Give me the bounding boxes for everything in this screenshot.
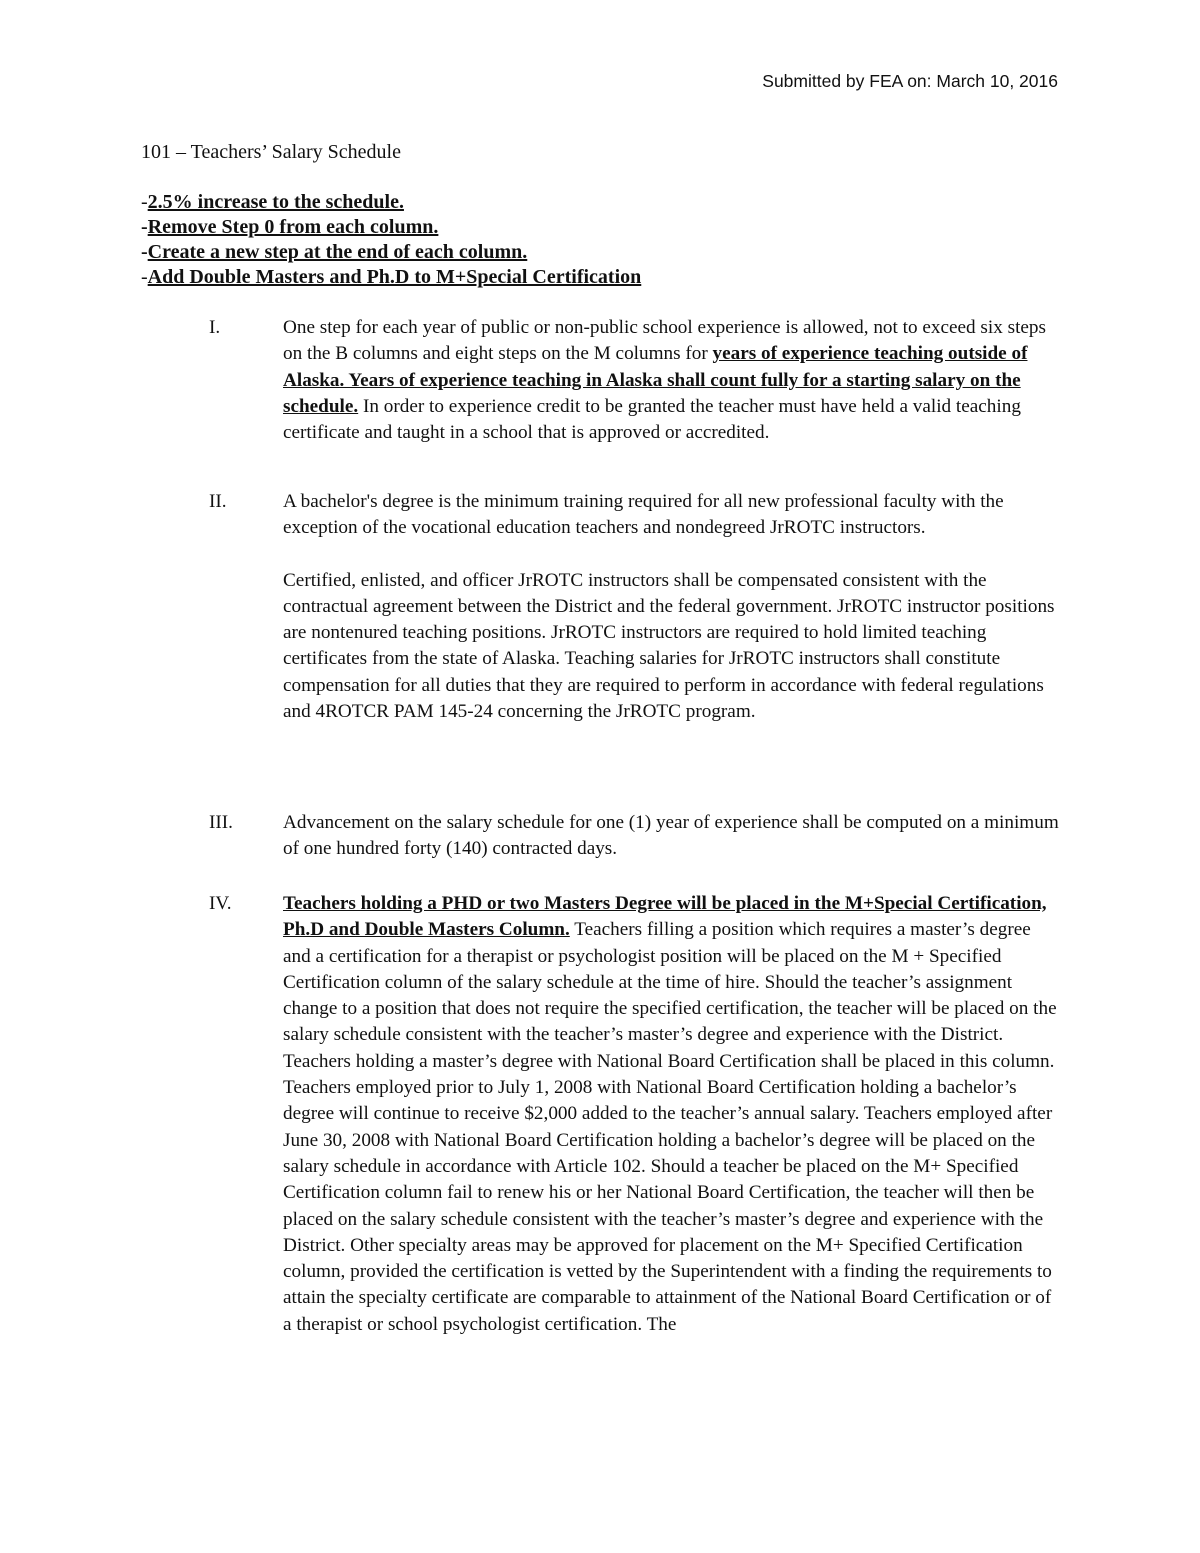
section-body [283, 315, 1061, 446]
section-body: Advancement on the salary schedule for one (1) year of experience shall be computed on a minimum of one hundred forty (140) contracted days. [283, 812, 1059, 860]
change-item [141, 215, 641, 240]
change-dash: - [141, 191, 148, 213]
change-dash: - [141, 216, 148, 238]
section-body [283, 489, 1061, 725]
change-item [141, 190, 641, 215]
section-numeral: III. [209, 812, 233, 833]
section-paragraph: A bachelor's degree is the minimum training required for all new professional faculty with the exception of the vocational education teachers and nondegreed JrROTC instructors. [283, 491, 1004, 539]
change-text: 2.5% increase to the schedule. [147, 191, 404, 213]
section-text: One step for each year of public or non-public school experience is allowed, not to exceed six steps on the B columns and eight steps on the M columns for [283, 317, 1046, 365]
section-emphasis: years of experience teaching outside of Alaska. Years of experience teaching in Alaska shall count fully for a starting salary on the schedule. [283, 343, 1028, 417]
section-numeral: II. [209, 491, 227, 512]
section-text: Teachers filling a position which requires a master’s degree and a certification for a therapist or psychologist position will be placed on the M + Specified Certification column of the salary schedule at the time of hire. Should the teacher’s assignment change to a position that does not require the specified certification, the teacher will be placed on the salary schedule consistent with the teacher’s master’s degree and experience with the District. Teachers holding a master’s degree with National Board Certification shall be placed in this column. Teachers employed prior to July 1, 2008 with National Board Certification holding a bachelor’s degree will continue to receive $2,000 added to the teacher’s annual salary. Teachers employed after June 30, 2008 with National Board Certification holding a bachelor’s degree will be placed on the salary schedule in accordance with Article 102. Should a teacher be placed on the M+ Specified Certification column fail to renew his or her National Board Certification, the teacher will then be placed on the salary schedule consistent with the teacher’s master’s degree and experience with the District. Other specialty areas may be approved for placement on the M+ Specified Certification column, provided the certification is vetted by the Superintendent with a finding the requirements to attain the specialty certificate are comparable to attainment of the National Board Certification or of a therapist or school psychologist certification. The [283, 919, 1057, 1335]
section-emphasis: Teachers holding a PHD or two Masters Degree will be placed in the M+Special Certification, Ph.D and Double Masters Column. [283, 893, 1047, 941]
section-i [141, 315, 1061, 446]
change-text: Add Double Masters and Ph.D to M+Special Certification [147, 266, 642, 288]
change-dash: - [141, 241, 148, 263]
section-iv [141, 891, 1061, 1338]
section-numeral: I. [209, 317, 221, 338]
section-iii [141, 810, 1061, 863]
change-dash: - [141, 266, 148, 288]
section-paragraph: Certified, enlisted, and officer JrROTC instructors shall be compensated consistent with the contractual agreement between the District and the federal government. JrROTC instructor positions are nontenured teaching positions. JrROTC instructors are required to hold limited teaching certificates from the state of Alaska. Teaching salaries for JrROTC instructors shall constitute compensation for all duties that they are required to perform in accordance with federal regulations and 4ROTCR PAM 145-24 concerning the JrROTC program. [283, 569, 1055, 723]
submission-note: Submitted by FEA on: March 10, 2016 [762, 71, 1058, 91]
section-text: In order to experience credit to be granted the teacher must have held a valid teaching certificate and taught in a school that is approved or accredited. [283, 395, 1021, 444]
change-text: Remove Step 0 from each column. [147, 216, 439, 238]
section-body [283, 891, 1061, 1338]
change-item [141, 265, 641, 290]
section-numeral: IV. [209, 893, 232, 914]
page-title: 101 – Teachers’ Salary Schedule [141, 141, 401, 163]
change-item [141, 240, 641, 265]
change-text: Create a new step at the end of each column. [147, 241, 528, 263]
section-ii [141, 489, 1061, 725]
proposed-changes-list [141, 190, 641, 290]
